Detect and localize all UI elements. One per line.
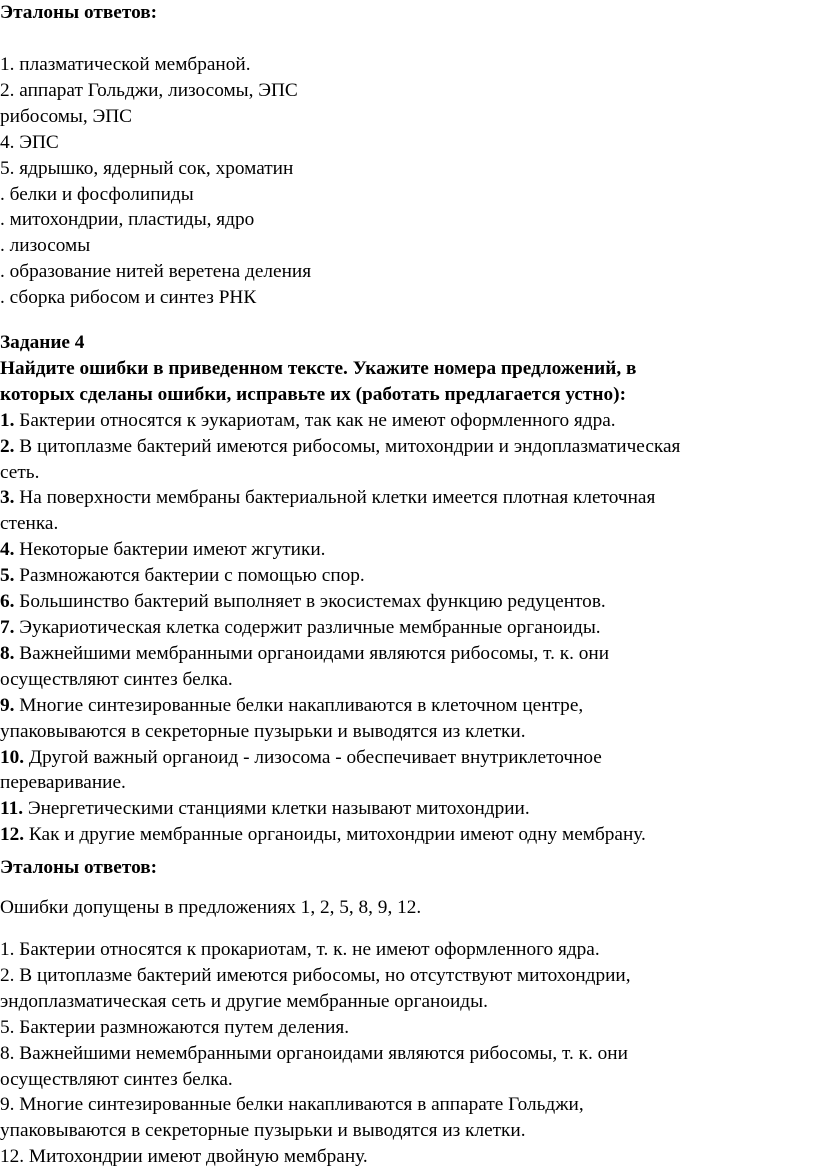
task-4-section <box>0 330 810 848</box>
sentence-8 <box>0 641 810 693</box>
answer-line: упаковываются в секреторные пузырьки и выводятся из клетки. <box>0 1120 526 1142</box>
sentence-7 <box>0 615 810 641</box>
answer-line: . лизосомы <box>0 235 91 257</box>
answer-line: . белки и фосфолипиды <box>0 183 194 205</box>
answers-heading-text: Эталоны ответов: <box>0 2 158 23</box>
answers-list-2 <box>0 937 810 1170</box>
answers-heading-text: Эталоны ответов: <box>0 857 158 878</box>
sentence-text: В цитоплазме бактерий имеются рибосомы, митохондрии и эндоплазматическая <box>14 435 681 457</box>
answer-line: рибосомы, ЭПС <box>0 105 133 127</box>
answer-line: 2. В цитоплазме бактерий имеются рибосомы, но отсутствуют митохондрии, <box>0 964 631 986</box>
sentence-number: 1. <box>0 409 15 431</box>
sentence-text-cont: упаковываются в секреторные пузырьки и выводятся из клетки. <box>0 720 526 742</box>
sentence-text: Другой важный органоид - лизосома - обеспечивает внутриклеточное <box>24 746 602 768</box>
sentence-text: Размножаются бактерии с помощью спор. <box>14 565 365 587</box>
task-instruction-line: Найдите ошибки в приведенном тексте. Укажите номера предложений, в <box>0 357 637 379</box>
answer-line: . митохондрии, пластиды, ядро <box>0 209 255 231</box>
sentence-number: 4. <box>0 539 15 561</box>
sentence-9 <box>0 693 810 745</box>
answer-line: . сборка рибосом и синтез РНК <box>0 287 257 309</box>
answer-line: 9. Многие синтезированные белки накапливаются в аппарате Гольджи, <box>0 1094 584 1116</box>
sentence-number: 3. <box>0 487 15 509</box>
errors-summary: Ошибки допущены в предложениях 1, 2, 5, 8, 9, 12. <box>0 897 422 918</box>
sentence-text: Важнейшими мембранными органоидами являются рибосомы, т. к. они <box>14 642 610 664</box>
sentence-text: Энергетическими станциями клетки называют митохондрии. <box>23 798 530 820</box>
sentence-text: Некоторые бактерии имеют жгутики. <box>14 539 326 561</box>
sentence-number: 9. <box>0 694 15 716</box>
answer-line: 2. аппарат Гольджи, лизосомы, ЭПС <box>0 79 298 101</box>
sentence-number: 12. <box>0 824 25 846</box>
sentence-number: 8. <box>0 642 15 664</box>
answers-heading-2 <box>0 855 810 881</box>
answer-line: 5. Бактерии размножаются путем деления. <box>0 1016 350 1038</box>
sentence-text-cont: осуществляют синтез белка. <box>0 668 233 690</box>
sentence-10 <box>0 745 810 797</box>
answer-line: 4. ЭПС <box>0 131 59 153</box>
sentence-number: 6. <box>0 591 15 613</box>
sentence-3 <box>0 485 810 537</box>
answer-line: осуществляют синтез белка. <box>0 1068 233 1090</box>
sentence-12 <box>0 822 810 848</box>
sentence-text: Большинство бактерий выполняет в экосистемах функцию редуцентов. <box>14 591 606 613</box>
answers-summary <box>0 895 810 921</box>
sentence-text-cont: переваривание. <box>0 772 126 794</box>
answer-line: . образование нитей веретена деления <box>0 261 312 283</box>
sentence-4 <box>0 537 810 563</box>
task-title: Задание 4 <box>0 332 85 353</box>
answer-line: 8. Важнейшими немембранными органоидами являются рибосомы, т. к. они <box>0 1042 628 1064</box>
answers-heading-1 <box>0 0 810 26</box>
sentence-text-cont: стенка. <box>0 513 59 535</box>
sentence-text: Как и другие мембранные органоиды, митохондрии имеют одну мембрану. <box>24 824 646 846</box>
answer-line: эндоплазматическая сеть и другие мембранные органоиды. <box>0 990 488 1012</box>
sentence-text-cont: сеть. <box>0 461 40 483</box>
sentence-1 <box>0 408 810 434</box>
sentence-text: Многие синтезированные белки накапливаются в клеточном центре, <box>14 694 584 716</box>
sentence-number: 11. <box>0 798 24 820</box>
sentence-number: 10. <box>0 746 25 768</box>
sentence-text: Эукариотическая клетка содержит различные мембранные органоиды. <box>14 616 601 638</box>
sentence-number: 7. <box>0 616 15 638</box>
sentence-6 <box>0 589 810 615</box>
task-instruction-line: которых сделаны ошибки, исправьте их (работать предлагается устно): <box>0 383 626 405</box>
answer-line: 1. плазматической мембраной. <box>0 54 251 75</box>
sentence-number: 2. <box>0 435 15 457</box>
answer-line: 1. Бактерии относятся к прокариотам, т. к. не имеют оформленного ядра. <box>0 939 600 960</box>
answers-list-1 <box>0 52 810 311</box>
sentence-5 <box>0 563 810 589</box>
sentence-2 <box>0 434 810 486</box>
sentence-text: На поверхности мембраны бактериальной клетки имеется плотная клеточная <box>14 487 656 509</box>
sentence-number: 5. <box>0 565 15 587</box>
answer-line: 12. Митохондрии имеют двойную мембрану. <box>0 1146 368 1168</box>
sentence-11 <box>0 796 810 822</box>
sentence-text: Бактерии относятся к эукариотам, так как не имеют оформленного ядра. <box>14 409 616 431</box>
answer-line: 5. ядрышко, ядерный сок, хроматин <box>0 157 294 179</box>
